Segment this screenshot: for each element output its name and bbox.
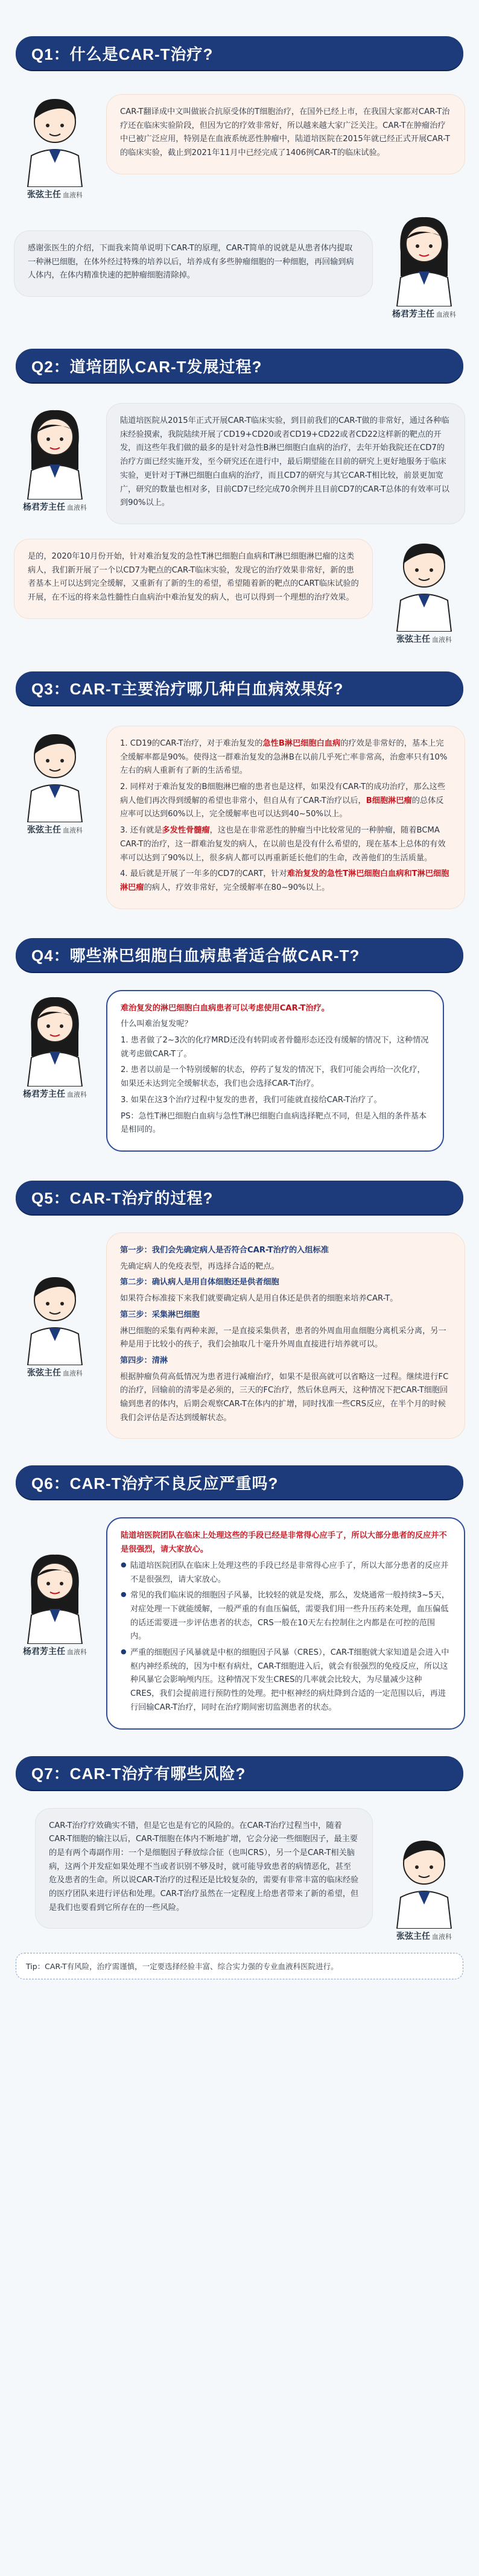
question-title: Q5：CAR-T治疗的过程? xyxy=(31,1189,214,1208)
answer-row xyxy=(0,1808,479,1942)
doctor-caption xyxy=(23,1088,87,1100)
answer-text: 陆道培医院从2015年正式开展CAR-T临床实验，到目前我们的CAR-T做的非常好，通过各种临床经验摸索，我院陆续开展了CD19+CD20或者CD19+CD22或者CD22这样新的靶点的开发，而这些年我们做的最多的是针对急性B淋巴细胞白血病的治疗，去年开始我院还在CD7的治疗方面已经实施开发，至今研究还在进行中，最后期望能在目前的研究上更好地服务于临床实验，更针对于T淋巴细胞白血病的治疗，而且CD7的研究与其它CAR-T相比较，前景更加宽广，研究的数量也相对多，目前CD7已经完成70余例并且目前CD7的CAR-T总体的有效率可以到90%以上。 xyxy=(120,416,449,508)
doctor-caption xyxy=(396,633,452,645)
answer-row xyxy=(0,1517,479,1729)
doctor-dept: 血液科 xyxy=(432,635,452,644)
doctor-name: 张弦主任 xyxy=(396,1931,430,1941)
doctor-dept: 血液科 xyxy=(67,1090,87,1099)
item-text: 3. 还有就是 xyxy=(120,826,162,836)
step-title: 第三步：采集淋巴细胞 xyxy=(120,1310,200,1319)
doctor-dept: 血液科 xyxy=(432,1932,452,1941)
answer-bubble xyxy=(106,726,465,909)
answer-row xyxy=(0,403,479,524)
list-item: ● 严重的细胞因子风暴就是中枢的细胞因子风暴（CRES），CAR-T细胞就大家知道是会进入中枢内神经系统的，因为中枢有病灶，CAR-T细胞进入后，就会有很强烈的免疫反应，所以这种风暴它会影响颅内压。这种情况下发生CRES的几率就会比较大，为尽量减少这种CRES，我们会提前进行预防性的处理。把中枢神经的病灶降到合适的一定范围以后，再进行回输CAR-T治疗，同时在治疗期间密切监测患者的状态。 xyxy=(121,1646,451,1715)
answer-text: CAR-T翻译成中文叫做嵌合抗原受体的T细胞治疗，在国外已经上市，在我国大家都对CAR-T治疗还在临床实验阶段，但因为它的疗效非常好，所以越来越大家广泛关注。CAR-T在肿瘤治疗中已被广泛应用，特别是在血液系统恶性肿瘤中，陆道培医院在2015年就已经正式开展CAR-T的临床实验，截止到2021年11月中已经完成了1406例CAR-T的临床试验。 xyxy=(120,107,450,158)
male-doctor-avatar-icon xyxy=(385,535,463,632)
doctor-male xyxy=(10,726,100,836)
question-title: Q6：CAR-T治疗不良反应严重吗? xyxy=(31,1474,279,1493)
tip-text: Tip：CAR-T有风险，治疗需谨慎，一定要选择经验丰富、综合实力强的专业血液科医院进行。 xyxy=(26,1961,338,1971)
answer-item xyxy=(120,824,451,865)
tip-box xyxy=(16,1953,463,1979)
item-highlight: 多发性骨髓瘤 xyxy=(162,826,210,836)
doctor-name: 张弦主任 xyxy=(27,1368,61,1378)
answer-bubble xyxy=(106,94,465,174)
step-title: 第四步：清淋 xyxy=(120,1356,168,1365)
step-text: 根据肿瘤负荷高低情况为患者进行减瘤治疗，如果不是很高就可以省略这一过程。继续进行FC的治疗，回输前的清零是必须的，三天的FC治疗，然后休息两天，这种情况下把CAR-T细胞回输到患者的体内，后期会观察CAR-T在体内的扩增，同时找准一些CRS反应，在半个月的时候我们会评估是否达到缓解状态。 xyxy=(120,1372,449,1423)
item-text: 的疗效是非常好的，基本上完全缓解率都是90%。使得这一群难治复发的急淋B在以前几乎死亡率非常高，治愈率只有10%左右的病人重新有了新的生活希望。 xyxy=(120,738,448,776)
doctor-dept: 血液科 xyxy=(436,311,456,319)
answer-item: 3. 如果在这3个治疗过程中复发的患者，我们可能就直接给CAR-T治疗了。 xyxy=(121,1095,382,1105)
answer-item xyxy=(120,737,451,778)
doctor-name: 杨君芳主任 xyxy=(392,309,434,319)
section-q4 xyxy=(0,909,479,1152)
question-header xyxy=(16,1465,463,1499)
item-highlight: B细胞淋巴瘤 xyxy=(366,796,412,805)
step-text: 淋巴细胞的采集有两种来源，一是直接采集供者，患者的外周血用血细胞分离机采分离，另一种是用于比较小的孩子，我们会抽取几十毫升外周血直接进行培养就可以。 xyxy=(120,1326,446,1350)
doctor-dept: 血液科 xyxy=(63,826,83,834)
answer-row xyxy=(0,1232,479,1439)
question-header xyxy=(16,1181,463,1214)
male-doctor-avatar-icon xyxy=(16,726,94,822)
answer-row xyxy=(0,726,479,909)
answer-row xyxy=(0,990,479,1152)
doctor-dept: 血液科 xyxy=(63,191,83,199)
answer-bubble xyxy=(106,1517,465,1729)
section-q7 xyxy=(0,1730,479,1979)
item-highlight: 难治复发的急性T淋巴细胞白血病和T淋巴细胞淋巴瘤 xyxy=(120,869,449,892)
item-text: 4. 最后就是开展了一年多的CD7的CART，针对 xyxy=(120,869,287,879)
section-q3 xyxy=(0,645,479,909)
doctor-female xyxy=(379,210,469,320)
doctor-name: 张弦主任 xyxy=(27,825,61,835)
doctor-female xyxy=(10,403,100,513)
section-q2 xyxy=(0,320,479,645)
answer-lead: 陆道培医院团队在临床上处理这些的手段已经是非常得心应手了，所以大部分患者的反应并不是很强烈，请大家放心。 xyxy=(121,1531,447,1555)
answer-item xyxy=(120,781,451,822)
doctor-male xyxy=(379,535,469,645)
item-text: 2. 同样对于难治复发的B细胞淋巴瘤的患者也是这样，如果没有CAR-T的成功治疗，那么这些病人他们再次得到缓解的希望也非常小，但自从有了CAR-T治疗以后， xyxy=(120,782,446,805)
question-header xyxy=(16,671,463,705)
doctor-male xyxy=(10,90,100,200)
doctor-name: 杨君芳主任 xyxy=(23,1647,65,1657)
answer-item xyxy=(120,868,451,895)
question-header xyxy=(16,938,463,972)
doctor-name: 杨君芳主任 xyxy=(23,503,65,512)
male-doctor-avatar-icon xyxy=(385,1832,463,1929)
doctor-dept: 血液科 xyxy=(67,504,87,512)
doctor-male xyxy=(379,1832,469,1942)
answer-item: 1. 患者做了2~3次的化疗MRD还没有转阴或者骨髓形态还没有缓解的情况下，这种情况就考虑做CAR-T了。 xyxy=(121,1036,429,1059)
female-doctor-avatar-icon xyxy=(16,990,94,1087)
item-highlight: 急性B淋巴细胞白血病 xyxy=(262,738,341,748)
question-title: Q2：道培团队CAR-T发展过程? xyxy=(31,357,262,376)
answer-bubble xyxy=(14,539,373,619)
doctor-caption xyxy=(396,1930,452,1942)
list-item: ● 陆道培医院团队在临床上处理这些的手段已经是非常得心应手了，所以大部分患者的反应并不是很强烈，请大家放心。 xyxy=(121,1559,451,1587)
answer-note: PS：急性T淋巴细胞白血病与急性T淋巴细胞白血病选择靶点不同，但是入组的条件基本是相同的。 xyxy=(121,1111,427,1135)
doctor-caption xyxy=(23,501,87,513)
answer-text: CAR-T治疗疗效确实不错，但是它也是有它的风险的。在CAR-T治疗过程当中，随着CAR-T细胞的输注以后，CAR-T细胞在体内不断地扩增，它会分泌一些细胞因子，最主要的是有两个毒副作用：一个是细胞因子释放综合征（也叫CRS），另一个是CAR-T相关脑病，这两个并发症如果处理不当或者识别不够及时，就可能导致患者的病情恶化，甚至危及患者的生命。所以说CAR-T治疗的过程还是比较复杂的，需要有非常丰富的临床经验的医疗团队来进行评估和处理。CAR-T治疗虽然在一定程度上给患者带来了新的希望，但是我们也要看到它所存在的一些风险。 xyxy=(49,1821,359,1912)
doctor-caption xyxy=(27,188,83,200)
answer-bubble xyxy=(35,1808,373,1929)
doctor-male xyxy=(10,1269,100,1378)
answer-item: 2. 患者以前是一个特别缓解的状态，停药了复发的情况下，我们可能会再给一次化疗，如果还未达到完全缓解状态，我们也会选择CAR-T治疗。 xyxy=(121,1065,425,1089)
doctor-dept: 血液科 xyxy=(63,1369,83,1377)
male-doctor-avatar-icon xyxy=(16,90,94,187)
answer-text: 是的，2020年10月份开始，针对难治复发的急性T淋巴细胞白血病和T淋巴细胞淋巴瘤的这类病人，我们新开展了一个以CD7为靶点的CAR-T临床实验，发现它的治疗效果非常好，新的患者基本上可以达到完全缓解，又重新有了新的生的希望，希望随着新的靶点的CART临床试验的开展，在不远的将来急性髓性白血病治中难治复发的病人，也可以得到一个理想的治疗效果。 xyxy=(28,551,359,603)
answer-bubble xyxy=(14,230,373,297)
answer-bubble xyxy=(106,1232,465,1439)
list-item: ● 常见的我们临床说的细胞因子风暴，比较轻的就是发烧，那么，发烧通常一般持续3~5天，对症处理一下就能缓解，一般严重的有血压偏低，需要我们用一些升压药来处理，血压偏低的话还需要进一步评估患者的状态，CRS一般在10天左右控制住之内都是在可控的范围内。 xyxy=(121,1589,451,1644)
answer-row xyxy=(0,535,479,645)
step-title: 第一步：我们会先确定病人是否符合CAR-T治疗的入组标准 xyxy=(120,1245,329,1255)
doctor-caption xyxy=(392,308,456,320)
question-title: Q4：哪些淋巴细胞白血病患者适合做CAR-T? xyxy=(31,947,360,965)
answer-list xyxy=(121,1559,451,1715)
doctor-name: 张弦主任 xyxy=(27,190,61,200)
item-text: 的总体反应率可以达到60%以上，完全缓解率也可以达到40~50%以上。 xyxy=(120,796,444,819)
answer-row xyxy=(0,90,479,200)
step-text: 先确定病人的免疫表型，再选择合适的靶点。 xyxy=(120,1261,279,1271)
step-text: 如果符合标准接下来我们就要确定病人是用自体还是供者的细胞来培养CAR-T。 xyxy=(120,1294,398,1304)
question-title: Q3：CAR-T主要治疗哪几种白血病效果好? xyxy=(31,680,344,699)
section-q5 xyxy=(0,1152,479,1439)
male-doctor-avatar-icon xyxy=(16,1269,94,1365)
answer-bubble xyxy=(106,403,465,524)
answer-row xyxy=(0,210,479,320)
question-header xyxy=(16,36,463,70)
question-header xyxy=(16,1756,463,1790)
item-text: 的病人，疗效非常好，完全缓解率在80~90%以上。 xyxy=(144,883,330,892)
doctor-dept: 血液科 xyxy=(67,1648,87,1657)
doctor-caption xyxy=(23,1645,87,1657)
doctor-female xyxy=(10,990,100,1100)
doctor-female xyxy=(10,1547,100,1657)
doctor-name: 张弦主任 xyxy=(396,634,430,644)
female-doctor-avatar-icon xyxy=(16,403,94,500)
doctor-name: 杨君芳主任 xyxy=(23,1089,65,1099)
answer-lead: 难治复发的淋巴细胞白血病患者可以考虑使用CAR-T治疗。 xyxy=(121,1003,329,1013)
section-q6 xyxy=(0,1439,479,1729)
female-doctor-avatar-icon xyxy=(385,210,463,306)
doctor-caption xyxy=(27,823,83,836)
item-text: 1. CD19的CAR-T治疗，对于难治复发的 xyxy=(120,738,263,748)
step-title: 第二步：确认病人是用自体细胞还是供者细胞 xyxy=(120,1278,279,1287)
section-q1 xyxy=(0,0,479,320)
question-title: Q7：CAR-T治疗有哪些风险? xyxy=(31,1765,246,1783)
answer-bubble xyxy=(106,990,444,1152)
question-title: Q1：什么是CAR-T治疗? xyxy=(31,45,214,63)
item-text: ，这也是在非常恶性的肿瘤当中比较常见的一种肿瘤，随着BCMA CAR-T的治疗，这一群难治复发的病人，在以前也是没有什么希望的，现在基本上总体的有效率可以达到了90%以上，很多病人都可以再重新延长他们的生命，改善他们的生活质量。 xyxy=(120,826,446,863)
question-header xyxy=(16,349,463,382)
answer-text: 感谢张医生的介绍，下面我来简单说明下CAR-T的原理，CAR-T简单的说就是从患者体内提取一种淋巴细胞，在体外经过特殊的培养以后，培养成有多些肿瘤细胞的一种细胞，再回输到病人体内，在体内精准快速的把肿瘤细胞清除掉。 xyxy=(28,244,354,281)
female-doctor-avatar-icon xyxy=(16,1547,94,1644)
doctor-caption xyxy=(27,1366,83,1378)
answer-subtitle: 什么叫难治复发呢？ xyxy=(121,1020,192,1029)
